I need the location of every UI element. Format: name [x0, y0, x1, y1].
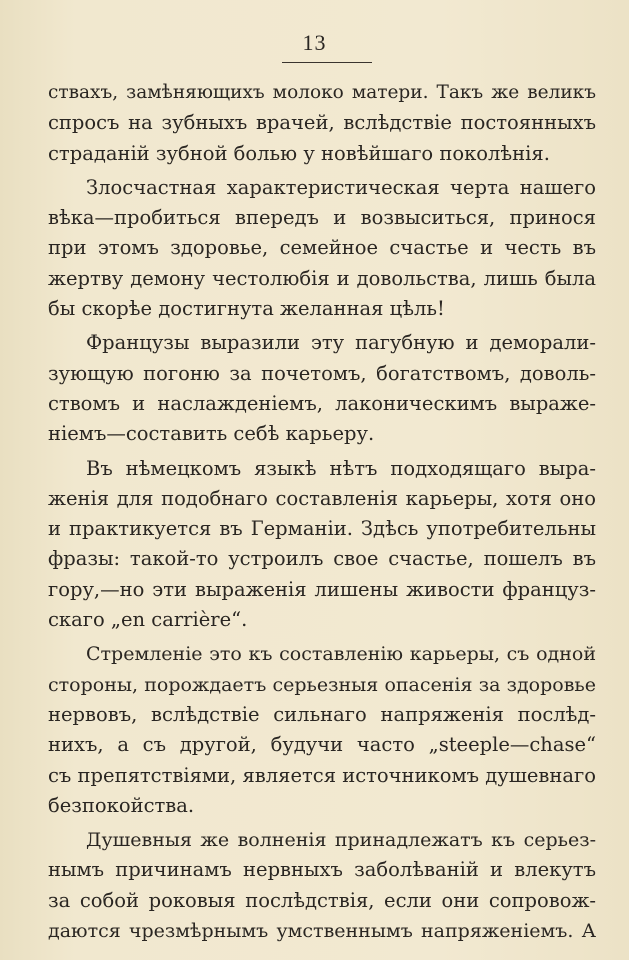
text-line: спросъ на зубныхъ врачей, вслѣдствіе постоянныхъ — [48, 111, 596, 135]
body-text — [48, 78, 596, 946]
text-line: Французы выразили эту пагубную и деморали- — [86, 331, 596, 355]
text-line: нервовъ, вслѣдствіе сильнаго напряженія послѣд- — [48, 702, 596, 726]
text-line: Въ нѣмецкомъ языкѣ нѣтъ подходящаго выра- — [86, 456, 596, 480]
text-line: ніемъ—составить себѣ карьеру. — [48, 422, 375, 446]
header-rule — [282, 62, 372, 63]
text-line: безпокойства. — [48, 793, 195, 817]
text-line: нымъ причинамъ нервныхъ заболѣваній и влекутъ — [48, 858, 596, 882]
text-line: ствомъ и наслажденіемъ, лаконическимъ выраже- — [48, 391, 596, 415]
text-line: жертву демону честолюбія и довольства, лишь была — [48, 266, 596, 290]
text-line: ствахъ, замѣняющихъ молоко матери. Такъ же великъ — [48, 82, 596, 103]
text-line: Стремленіе это къ составленію карьеры, съ одной — [86, 643, 596, 666]
page-number: 13 — [302, 30, 327, 55]
text-line: Душевныя же волненія принадлежатъ къ серьез- — [86, 829, 596, 852]
text-line: бы скорѣе достигнута желанная цѣль! — [48, 297, 445, 321]
text-line: зующую погоню за почетомъ, богатствомъ, доволь- — [48, 361, 596, 385]
text-line: при этомъ здоровье, семейное счастье и честь въ — [48, 236, 596, 260]
text-line: страданій зубной болью у новѣйшаго поколѣнія. — [48, 141, 550, 165]
text-line: за собой роковыя послѣдствія, если они сопровож- — [48, 888, 596, 912]
text-line: стороны, порождаетъ серьезныя опасенія за здоровье — [48, 673, 596, 696]
text-line: Злосчастная характеристическая черта нашего — [86, 175, 596, 199]
text-line: и практикуется въ Германіи. Здѣсь употребительны — [48, 517, 596, 541]
text-line: фразы: такой-то устроилъ свое счастье, пошелъ въ — [48, 547, 596, 571]
text-line: скаго „en carrière“. — [48, 608, 248, 632]
text-line: даются чрезмѣрнымъ умственнымъ напряженіемъ. А — [48, 920, 596, 943]
text-line: вѣка—пробиться впередъ и возвыситься, принося — [48, 206, 596, 230]
text-line: гору,—но эти выраженія лишены живости француз- — [48, 577, 596, 601]
text-line: женія для подобнаго составленія карьеры, хотя оно — [48, 486, 596, 510]
text-line: нихъ, а съ другой, будучи часто „steeple—chase“ — [48, 733, 596, 757]
text-line: съ препятствіями, является источникомъ душевнаго — [48, 763, 596, 787]
